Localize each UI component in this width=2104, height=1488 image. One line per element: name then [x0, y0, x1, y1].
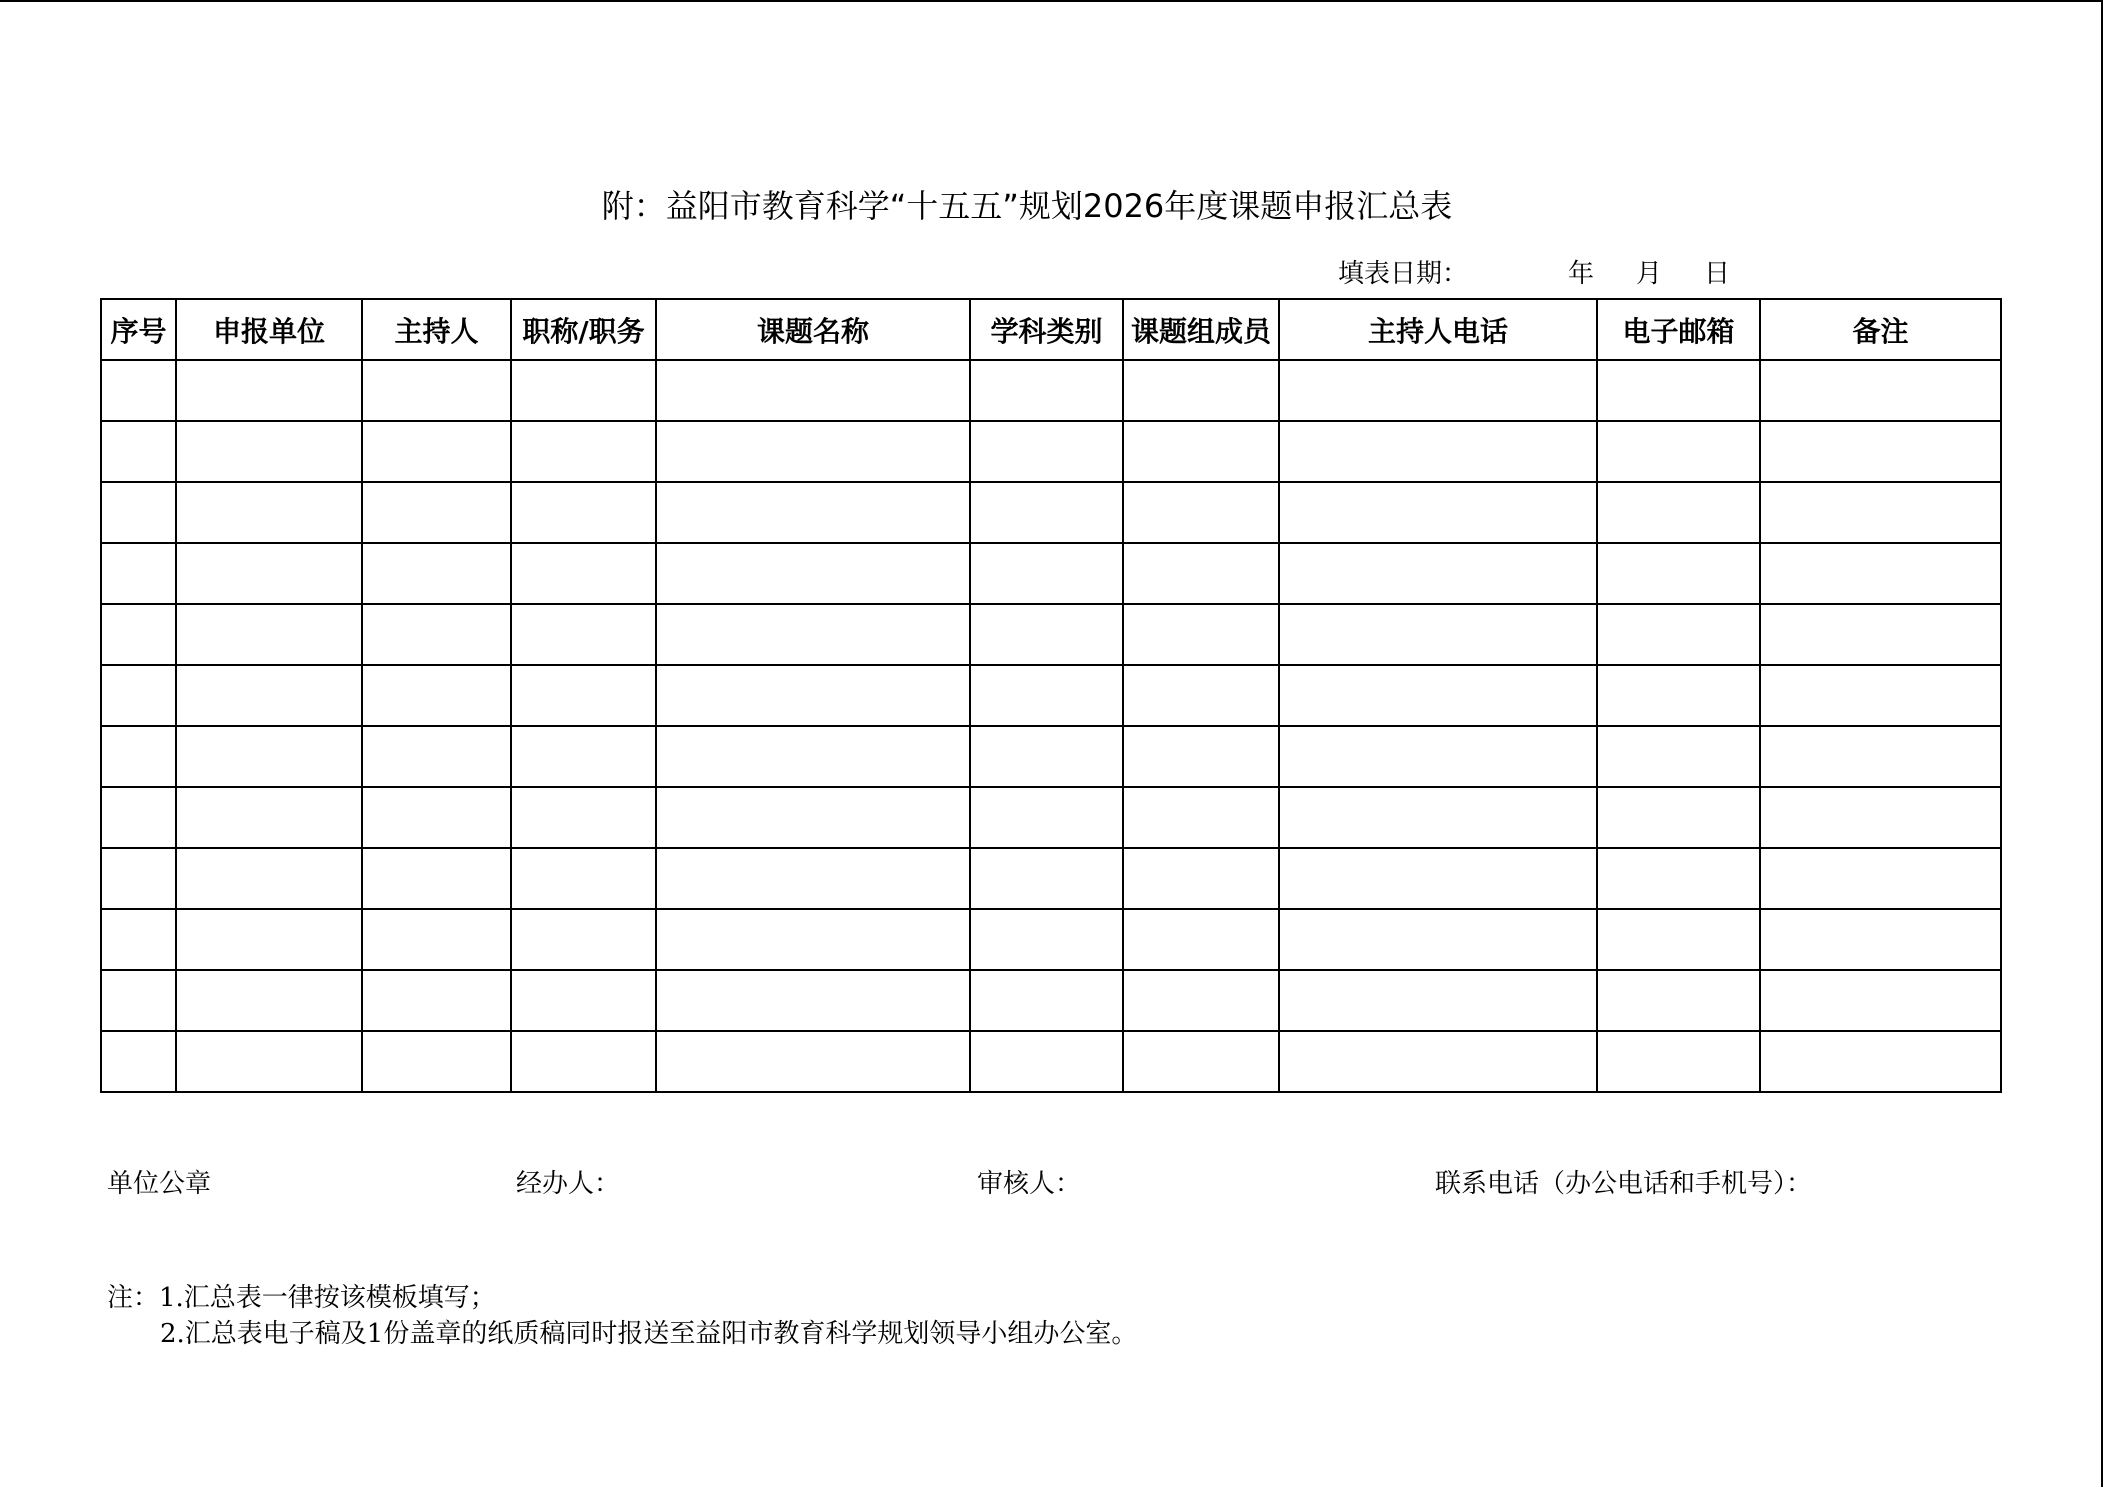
table-cell[interactable] [176, 604, 362, 665]
table-cell[interactable] [101, 543, 176, 604]
table-cell[interactable] [511, 787, 656, 848]
column-header-index: 序号 [101, 299, 176, 360]
table-cell[interactable] [970, 848, 1123, 909]
table-cell[interactable] [511, 848, 656, 909]
fill-date-year: 年 [1568, 259, 1595, 289]
table-cell[interactable] [101, 848, 176, 909]
table-cell[interactable] [362, 1031, 511, 1092]
table-cell[interactable] [1597, 970, 1760, 1031]
table-cell[interactable] [1279, 482, 1597, 543]
table-cell[interactable] [1597, 543, 1760, 604]
table-row [101, 1031, 2001, 1092]
table-cell[interactable] [511, 482, 656, 543]
table-header-row [101, 299, 2001, 360]
table-cell[interactable] [1760, 970, 2001, 1031]
table-row [101, 421, 2001, 482]
table-cell[interactable] [970, 543, 1123, 604]
table-cell[interactable] [511, 1031, 656, 1092]
fill-date-month: 月 [1636, 259, 1663, 289]
table-cell[interactable] [511, 604, 656, 665]
table-cell[interactable] [1279, 970, 1597, 1031]
table-cell[interactable] [362, 787, 511, 848]
table-cell[interactable] [656, 909, 970, 970]
table-cell[interactable] [656, 482, 970, 543]
table-cell[interactable] [101, 665, 176, 726]
column-header-remarks: 备注 [1760, 299, 2001, 360]
table-row [101, 909, 2001, 970]
table-cell[interactable] [970, 726, 1123, 787]
summary-table [100, 298, 2002, 1093]
table-row [101, 665, 2001, 726]
table-cell[interactable] [1279, 909, 1597, 970]
table-cell[interactable] [176, 970, 362, 1031]
table-cell[interactable] [101, 787, 176, 848]
table-cell[interactable] [176, 1031, 362, 1092]
table-cell[interactable] [1123, 482, 1279, 543]
contact-phone-label: 联系电话（办公电话和手机号）： [1435, 1169, 1813, 1199]
table-cell[interactable] [1597, 482, 1760, 543]
table-cell[interactable] [1760, 665, 2001, 726]
table-cell[interactable] [362, 848, 511, 909]
table-cell[interactable] [1123, 787, 1279, 848]
table-cell[interactable] [970, 787, 1123, 848]
table-cell[interactable] [511, 909, 656, 970]
table-cell[interactable] [176, 360, 362, 421]
table-cell[interactable] [362, 665, 511, 726]
table-cell[interactable] [176, 848, 362, 909]
notes [107, 1280, 1137, 1352]
table-cell[interactable] [1123, 848, 1279, 909]
table-cell[interactable] [1760, 421, 2001, 482]
note-line-1: 注：1.汇总表一律按该模板填写； [107, 1283, 496, 1313]
table-cell[interactable] [511, 726, 656, 787]
handler-label: 经办人： [516, 1169, 621, 1199]
table-cell[interactable] [1597, 909, 1760, 970]
table-cell[interactable] [362, 543, 511, 604]
column-header-email: 电子邮箱 [1597, 299, 1760, 360]
fill-date [1338, 256, 1730, 292]
table-cell[interactable] [1760, 787, 2001, 848]
table-cell[interactable] [1123, 360, 1279, 421]
table-cell[interactable] [362, 604, 511, 665]
table-cell[interactable] [176, 726, 362, 787]
table-cell[interactable] [970, 909, 1123, 970]
table-cell[interactable] [1597, 604, 1760, 665]
table-cell[interactable] [1279, 665, 1597, 726]
table-body [101, 360, 2001, 1092]
table-cell[interactable] [362, 421, 511, 482]
table-cell[interactable] [1279, 604, 1597, 665]
table-cell[interactable] [101, 726, 176, 787]
table-cell[interactable] [101, 482, 176, 543]
table-cell[interactable] [511, 970, 656, 1031]
table-cell[interactable] [1597, 1031, 1760, 1092]
table-cell[interactable] [362, 909, 511, 970]
table-cell[interactable] [101, 360, 176, 421]
table-cell[interactable] [1123, 726, 1279, 787]
table-cell[interactable] [1760, 360, 2001, 421]
table-cell[interactable] [1279, 1031, 1597, 1092]
table-cell[interactable] [970, 970, 1123, 1031]
table-row [101, 726, 2001, 787]
table-row [101, 848, 2001, 909]
column-header-host: 主持人 [362, 299, 511, 360]
table-cell[interactable] [1123, 1031, 1279, 1092]
table-cell[interactable] [362, 482, 511, 543]
table-cell[interactable] [656, 970, 970, 1031]
table-row [101, 360, 2001, 421]
table-cell[interactable] [1760, 604, 2001, 665]
table-cell[interactable] [1597, 421, 1760, 482]
column-header-title-position: 职称/职务 [511, 299, 656, 360]
table-cell[interactable] [970, 421, 1123, 482]
table-cell[interactable] [970, 360, 1123, 421]
table-cell[interactable] [970, 482, 1123, 543]
table-cell[interactable] [656, 1031, 970, 1092]
fill-date-label: 填表日期： [1338, 259, 1469, 289]
table-cell[interactable] [1597, 360, 1760, 421]
table-row [101, 787, 2001, 848]
table-row [101, 482, 2001, 543]
table-cell[interactable] [656, 848, 970, 909]
column-header-topic-name: 课题名称 [656, 299, 970, 360]
table-cell[interactable] [101, 604, 176, 665]
column-header-unit: 申报单位 [176, 299, 362, 360]
table-cell[interactable] [1123, 665, 1279, 726]
table-cell[interactable] [176, 543, 362, 604]
table-row [101, 970, 2001, 1031]
table-cell[interactable] [656, 787, 970, 848]
table-cell[interactable] [1279, 726, 1597, 787]
table-cell[interactable] [1279, 543, 1597, 604]
table-cell[interactable] [101, 970, 176, 1031]
table-cell[interactable] [101, 421, 176, 482]
table-cell[interactable] [511, 665, 656, 726]
table-cell[interactable] [176, 665, 362, 726]
note-line-2: 2.汇总表电子稿及1份盖章的纸质稿同时报送至益阳市教育科学规划领导小组办公室。 [160, 1319, 1138, 1349]
table-cell[interactable] [1760, 543, 2001, 604]
table-cell[interactable] [656, 543, 970, 604]
table-cell[interactable] [1760, 1031, 2001, 1092]
table-cell[interactable] [176, 787, 362, 848]
table-row [101, 543, 2001, 604]
table-cell[interactable] [1597, 726, 1760, 787]
table-cell[interactable] [1123, 543, 1279, 604]
table-cell[interactable] [1760, 726, 2001, 787]
table-cell[interactable] [1279, 848, 1597, 909]
table-cell[interactable] [656, 360, 970, 421]
table-cell[interactable] [1760, 482, 2001, 543]
reviewer-label: 审核人： [977, 1169, 1082, 1199]
fill-date-day: 日 [1704, 259, 1731, 289]
table-cell[interactable] [1279, 787, 1597, 848]
table-cell[interactable] [101, 909, 176, 970]
table-cell[interactable] [362, 970, 511, 1031]
table-cell[interactable] [1279, 421, 1597, 482]
table-cell[interactable] [1597, 665, 1760, 726]
table-cell[interactable] [511, 421, 656, 482]
table-row [101, 604, 2001, 665]
table-cell[interactable] [656, 421, 970, 482]
table-cell[interactable] [970, 665, 1123, 726]
table-cell[interactable] [362, 726, 511, 787]
table-cell[interactable] [656, 665, 970, 726]
table-cell[interactable] [511, 543, 656, 604]
table-cell[interactable] [101, 1031, 176, 1092]
column-header-subject-category: 学科类别 [970, 299, 1123, 360]
table-cell[interactable] [970, 604, 1123, 665]
column-header-host-phone: 主持人电话 [1279, 299, 1597, 360]
table-cell[interactable] [1123, 421, 1279, 482]
table-cell[interactable] [176, 909, 362, 970]
table-cell[interactable] [656, 604, 970, 665]
table-cell[interactable] [1760, 909, 2001, 970]
table-cell[interactable] [176, 482, 362, 543]
table-cell[interactable] [176, 421, 362, 482]
column-header-members: 课题组成员 [1123, 299, 1279, 360]
table-cell[interactable] [970, 1031, 1123, 1092]
table-cell[interactable] [1123, 909, 1279, 970]
seal-label: 单位公章 [107, 1169, 212, 1199]
table-cell[interactable] [511, 360, 656, 421]
table-cell[interactable] [362, 360, 511, 421]
table-cell[interactable] [1123, 970, 1279, 1031]
table-cell[interactable] [1597, 848, 1760, 909]
table-cell[interactable] [1760, 848, 2001, 909]
table-cell[interactable] [656, 726, 970, 787]
table-cell[interactable] [1597, 787, 1760, 848]
table-cell[interactable] [1279, 360, 1597, 421]
table-cell[interactable] [1123, 604, 1279, 665]
page-title: 附：益阳市教育科学“十五五”规划2026年度课题申报汇总表 [601, 187, 1453, 225]
